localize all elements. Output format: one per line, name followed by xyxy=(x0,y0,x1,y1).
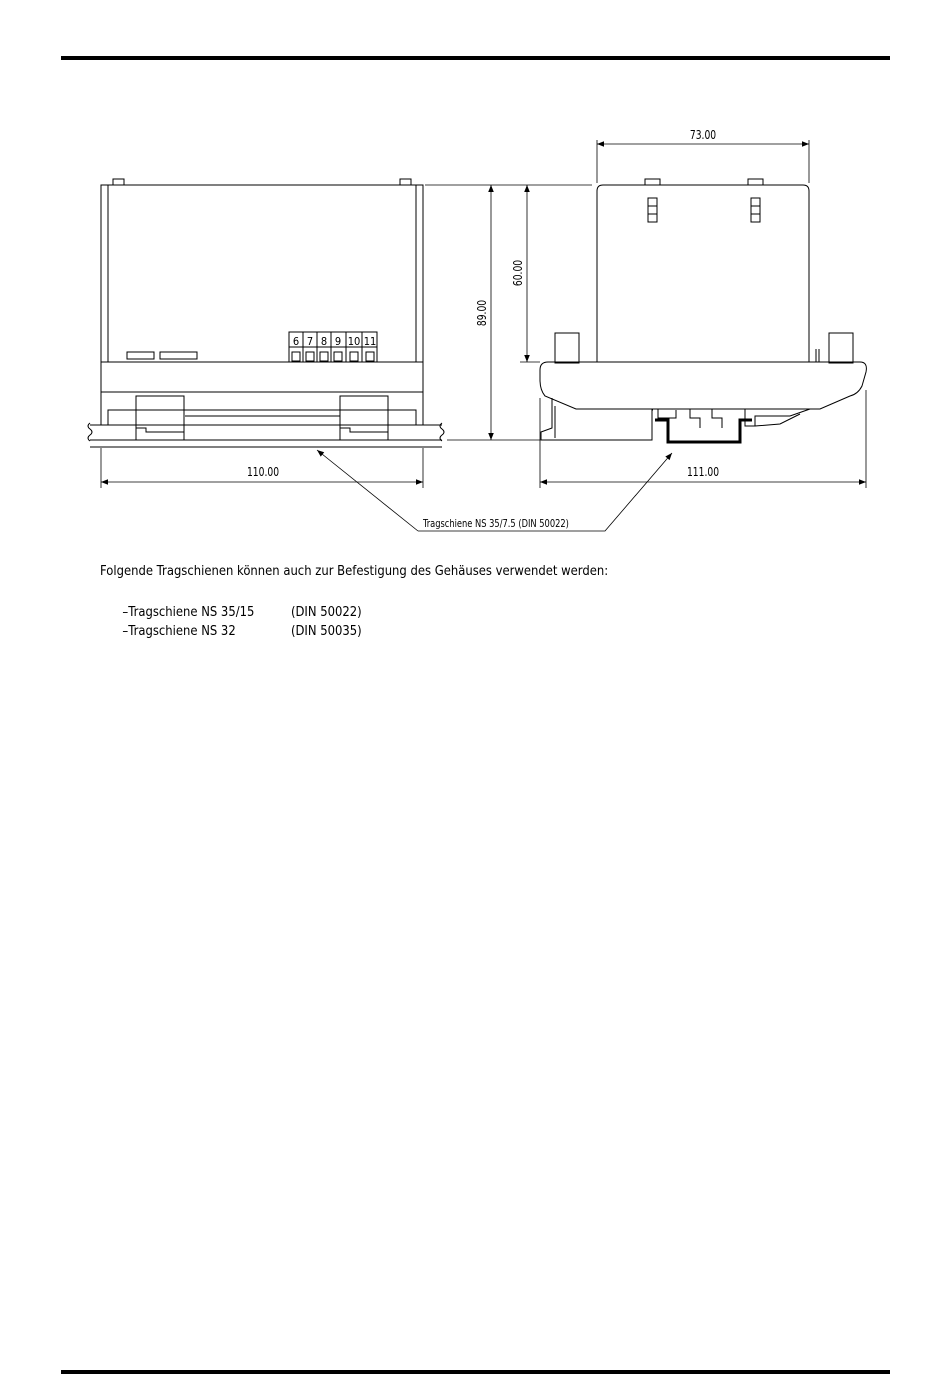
rail-option xyxy=(115,607,362,639)
rail-option-standard: (DIN 50022) xyxy=(290,604,362,620)
terminal-label: 7 xyxy=(306,335,314,348)
terminal-label: 6 xyxy=(292,335,300,348)
note-intro: Folgende Tragschienen können auch zur Befestigung des Gehäuses verwendet werden: xyxy=(100,563,609,579)
terminal-label: 10 xyxy=(347,335,361,348)
depth-top-label: 73.00 xyxy=(689,128,717,143)
front-view xyxy=(88,179,444,447)
rail-callout-label: Tragschiene NS 35/7.5 (DIN 50022) xyxy=(423,518,569,531)
side-view xyxy=(540,179,866,440)
rail-option-standard: (DIN 50035) xyxy=(290,623,362,639)
terminal-label: 8 xyxy=(320,335,328,348)
height-total-label: 89.00 xyxy=(475,299,490,327)
bottom-rule xyxy=(61,1370,890,1374)
terminal-labels xyxy=(293,335,376,348)
rail-option-name: –Tragschiene NS 35/15 xyxy=(122,604,255,620)
height-upper-label: 60.00 xyxy=(511,259,526,287)
dimension-labels xyxy=(247,128,719,479)
width-right-label: 111.00 xyxy=(686,465,720,480)
width-left-label: 110.00 xyxy=(246,465,280,480)
terminal-label: 11 xyxy=(363,335,377,348)
rail-option-name: –Tragschiene NS 32 xyxy=(122,623,236,639)
technical-drawing xyxy=(0,0,950,660)
din-rail-profile xyxy=(655,420,752,442)
terminal-label: 9 xyxy=(334,335,342,348)
